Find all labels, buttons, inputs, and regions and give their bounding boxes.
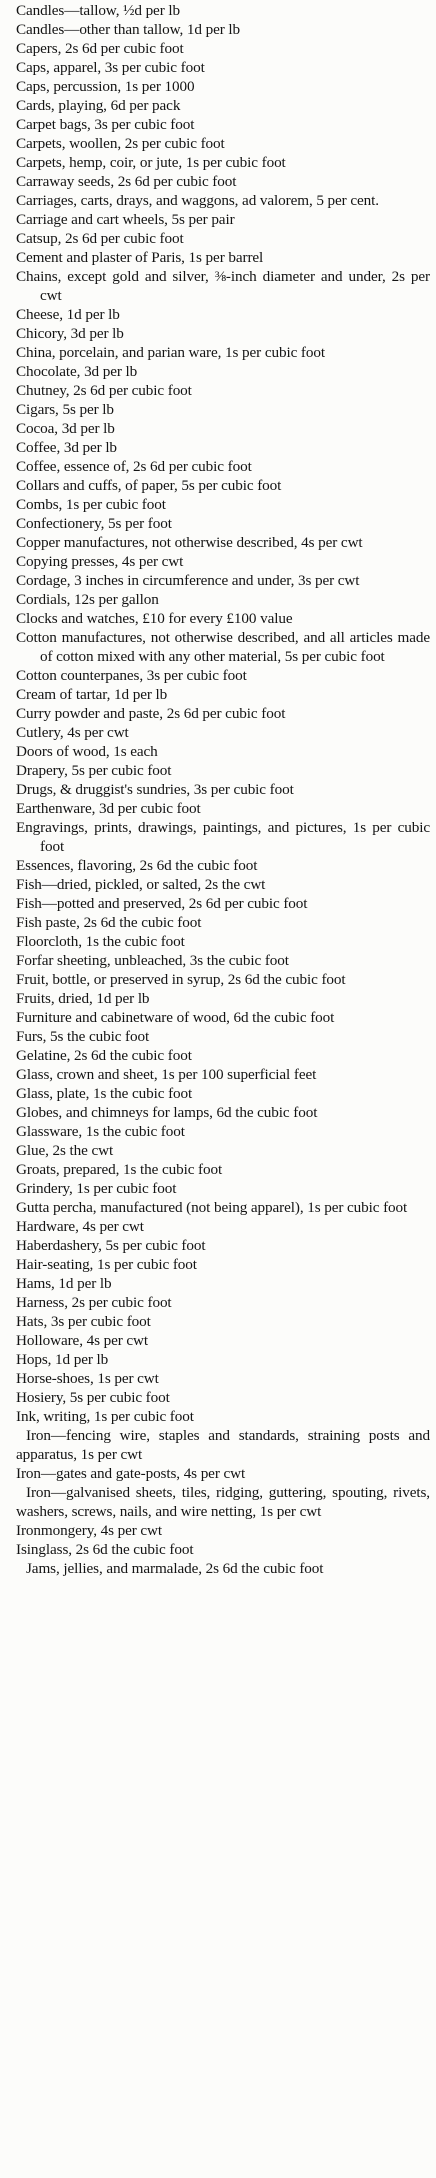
tariff-entry: Cheese, 1d per lb	[16, 306, 120, 323]
tariff-entry: Holloware, 4s per cwt	[16, 1332, 149, 1349]
tariff-entry: Hair-seating, 1s per cubic foot	[16, 1256, 197, 1273]
tariff-entry: Globes, and chimneys for lamps, 6d the cubic foot	[16, 1104, 318, 1121]
tariff-entry: Iron—galvanised sheets, tiles, ridging, guttering, spouting, rivets, washers, screws, nails, and wire netting, 1s per cwt	[16, 1484, 430, 1520]
tariff-entry: Combs, 1s per cubic foot	[16, 496, 166, 513]
tariff-entry: Collars and cuffs, of paper, 5s per cubic foot	[16, 477, 282, 494]
tariff-entry: Hops, 1d per lb	[16, 1351, 109, 1368]
tariff-entry: Fruit, bottle, or preserved in syrup, 2s 6d the cubic foot	[16, 971, 346, 988]
tariff-entry: Clocks and watches, £10 for every £100 value	[16, 610, 293, 627]
tariff-entry: Cotton manufactures, not otherwise described, and all articles made of cotton mixed with any other material, 5s per cubic foot	[16, 629, 430, 665]
tariff-entry: Caps, apparel, 3s per cubic foot	[16, 59, 205, 76]
tariff-entry: Essences, flavoring, 2s 6d the cubic foot	[16, 857, 258, 874]
tariff-entry: Chutney, 2s 6d per cubic foot	[16, 382, 192, 399]
tariff-entry: Drugs, & druggist's sundries, 3s per cubic foot	[16, 781, 294, 798]
tariff-entry: Carriage and cart wheels, 5s per pair	[16, 211, 235, 228]
tariff-entry: Hosiery, 5s per cubic foot	[16, 1389, 170, 1406]
tariff-entry: Capers, 2s 6d per cubic foot	[16, 40, 184, 57]
tariff-entry: Furs, 5s the cubic foot	[16, 1028, 150, 1045]
tariff-entry: Cement and plaster of Paris, 1s per barrel	[16, 249, 264, 266]
tariff-entry: Fish—dried, pickled, or salted, 2s the cwt	[16, 876, 266, 893]
tariff-entry: Copper manufactures, not otherwise described, 4s per cwt	[16, 534, 363, 551]
tariff-entry: Cards, playing, 6d per pack	[16, 97, 181, 114]
tariff-entry: Caps, percussion, 1s per 1000	[16, 78, 195, 95]
tariff-entry: Glassware, 1s the cubic foot	[16, 1123, 185, 1140]
tariff-entry: Catsup, 2s 6d per cubic foot	[16, 230, 184, 247]
tariff-entry: Chains, except gold and silver, ⅜-inch diameter and under, 2s per cwt	[16, 268, 430, 304]
tariff-entry: Grindery, 1s per cubic foot	[16, 1180, 177, 1197]
tariff-entry: Fish—potted and preserved, 2s 6d per cubic foot	[16, 895, 308, 912]
tariff-entry-list	[16, 1, 430, 1578]
tariff-entry: Ink, writing, 1s per cubic foot	[16, 1408, 194, 1425]
tariff-entry: Groats, prepared, 1s the cubic foot	[16, 1161, 223, 1178]
tariff-entry: Gutta percha, manufactured (not being apparel), 1s per cubic foot	[16, 1199, 408, 1216]
tariff-entry: Hams, 1d per lb	[16, 1275, 112, 1292]
tariff-entry: Confectionery, 5s per foot	[16, 515, 172, 532]
tariff-entry: Carpet bags, 3s per cubic foot	[16, 116, 195, 133]
tariff-entry: Copying presses, 4s per cwt	[16, 553, 184, 570]
tariff-entry: Jams, jellies, and marmalade, 2s 6d the cubic foot	[26, 1560, 324, 1577]
tariff-entry: Cocoa, 3d per lb	[16, 420, 115, 437]
tariff-entry: Gelatine, 2s 6d the cubic foot	[16, 1047, 192, 1064]
tariff-entry: Cutlery, 4s per cwt	[16, 724, 129, 741]
tariff-entry: Isinglass, 2s 6d the cubic foot	[16, 1541, 194, 1558]
tariff-entry: Glue, 2s the cwt	[16, 1142, 114, 1159]
tariff-entry: Iron—gates and gate-posts, 4s per cwt	[16, 1465, 246, 1482]
tariff-entry: Fish paste, 2s 6d the cubic foot	[16, 914, 202, 931]
tariff-entry: Cream of tartar, 1d per lb	[16, 686, 168, 703]
tariff-entry: Doors of wood, 1s each	[16, 743, 158, 760]
tariff-entry: Candles—other than tallow, 1d per lb	[16, 21, 241, 38]
tariff-entry: Furniture and cabinetware of wood, 6d the cubic foot	[16, 1009, 335, 1026]
tariff-entry: Chicory, 3d per lb	[16, 325, 124, 342]
tariff-entry: Carriages, carts, drays, and waggons, ad valorem, 5 per cent.	[16, 192, 379, 209]
tariff-entry: Carpets, hemp, coir, or jute, 1s per cubic foot	[16, 154, 286, 171]
tariff-entry: Carraway seeds, 2s 6d per cubic foot	[16, 173, 237, 190]
tariff-entry: Harness, 2s per cubic foot	[16, 1294, 172, 1311]
tariff-entry: Cordials, 12s per gallon	[16, 591, 159, 608]
tariff-entry: Cigars, 5s per lb	[16, 401, 114, 418]
tariff-entry: Glass, plate, 1s the cubic foot	[16, 1085, 193, 1102]
tariff-entry: Chocolate, 3d per lb	[16, 363, 138, 380]
tariff-entry: Iron—fencing wire, staples and standards, straining posts and apparatus, 1s per cwt	[16, 1427, 430, 1463]
tariff-entry: Earthenware, 3d per cubic foot	[16, 800, 201, 817]
tariff-entry: Coffee, essence of, 2s 6d per cubic foot	[16, 458, 252, 475]
tariff-entry: Haberdashery, 5s per cubic foot	[16, 1237, 206, 1254]
tariff-entry: Hardware, 4s per cwt	[16, 1218, 144, 1235]
tariff-entry: Carpets, woollen, 2s per cubic foot	[16, 135, 225, 152]
tariff-entry: Coffee, 3d per lb	[16, 439, 117, 456]
tariff-entry: Forfar sheeting, unbleached, 3s the cubic foot	[16, 952, 289, 969]
tariff-entry: Drapery, 5s per cubic foot	[16, 762, 172, 779]
tariff-entry: Curry powder and paste, 2s 6d per cubic foot	[16, 705, 286, 722]
tariff-entry: Cordage, 3 inches in circumference and under, 3s per cwt	[16, 572, 360, 589]
tariff-entry: Cotton counterpanes, 3s per cubic foot	[16, 667, 247, 684]
tariff-entry: Hats, 3s per cubic foot	[16, 1313, 151, 1330]
tariff-entry: Floorcloth, 1s the cubic foot	[16, 933, 185, 950]
tariff-entry: Fruits, dried, 1d per lb	[16, 990, 150, 1007]
tariff-entry: Glass, crown and sheet, 1s per 100 superficial feet	[16, 1066, 317, 1083]
tariff-entry: Candles—tallow, ½d per lb	[16, 2, 180, 19]
tariff-entry: China, porcelain, and parian ware, 1s per cubic foot	[16, 344, 325, 361]
tariff-entry: Engravings, prints, drawings, paintings, and pictures, 1s per cubic foot	[16, 819, 430, 855]
tariff-entry: Horse-shoes, 1s per cwt	[16, 1370, 159, 1387]
tariff-entry: Ironmongery, 4s per cwt	[16, 1522, 163, 1539]
